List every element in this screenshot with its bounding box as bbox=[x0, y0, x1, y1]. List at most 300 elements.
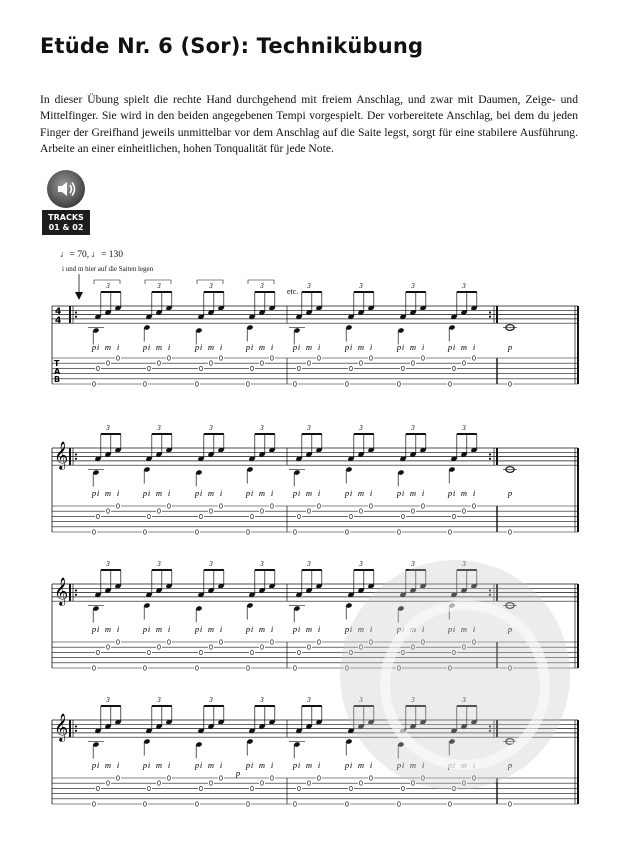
tab-number: 0 bbox=[96, 365, 100, 373]
tab-number: 0 bbox=[448, 529, 452, 537]
tab-number: 0 bbox=[297, 649, 301, 657]
tab-number: 0 bbox=[195, 381, 199, 389]
fingering-letter: i bbox=[317, 342, 321, 352]
fingering-letter: m bbox=[207, 488, 215, 498]
triplet-mark: 3 bbox=[157, 696, 161, 704]
repeat-dot bbox=[489, 316, 491, 318]
tab-number: 0 bbox=[157, 360, 161, 368]
triplet-mark: 3 bbox=[260, 424, 264, 432]
triplet-mark: 3 bbox=[209, 424, 213, 432]
fingering-letter: p bbox=[396, 624, 402, 634]
tab-number: 0 bbox=[359, 780, 363, 788]
fingering-letter: i bbox=[250, 342, 254, 352]
triplet-mark: 3 bbox=[462, 282, 466, 290]
tab-number: 0 bbox=[359, 360, 363, 368]
fingering-letter: p bbox=[194, 488, 200, 498]
fingering-letter: p bbox=[344, 624, 350, 634]
triplet-mark: 3 bbox=[307, 282, 311, 290]
track-label-line1: TRACKS bbox=[48, 213, 84, 222]
fingering-letter: m bbox=[409, 760, 417, 770]
fingering-letter: m bbox=[207, 624, 215, 634]
tab-number: 0 bbox=[317, 639, 321, 647]
tab-number: 0 bbox=[411, 360, 415, 368]
fingering-letter: i bbox=[369, 342, 373, 352]
fingering-letter-extra: p bbox=[235, 768, 241, 778]
fingering-letter: i bbox=[297, 760, 301, 770]
fingering-letter: i bbox=[297, 488, 301, 498]
fingering-letter: m bbox=[357, 624, 365, 634]
fingering-letter: m bbox=[357, 760, 365, 770]
tab-number: 0 bbox=[143, 801, 147, 809]
tab-number: 0 bbox=[219, 503, 223, 511]
tab-number: 0 bbox=[452, 785, 456, 793]
fingering-letter: i bbox=[147, 488, 151, 498]
tab-number: 0 bbox=[317, 503, 321, 511]
fingering-letter: m bbox=[258, 488, 266, 498]
fingering-letter: i bbox=[421, 760, 425, 770]
tab-number: 0 bbox=[260, 644, 264, 652]
tab-number: 0 bbox=[219, 775, 223, 783]
tab-number: 0 bbox=[349, 365, 353, 373]
tab-number: 0 bbox=[195, 529, 199, 537]
tab-number: 0 bbox=[397, 801, 401, 809]
fingering-letter: i bbox=[250, 624, 254, 634]
triplet-mark: 3 bbox=[359, 424, 363, 432]
tab-number: 0 bbox=[317, 355, 321, 363]
tab-number: 0 bbox=[369, 355, 373, 363]
fingering-letter: i bbox=[401, 760, 405, 770]
track-label-line2: 01 & 02 bbox=[48, 223, 84, 232]
triplet-mark: 3 bbox=[462, 696, 466, 704]
tab-clef-letter: B bbox=[54, 375, 61, 384]
tab-number: 0 bbox=[448, 801, 452, 809]
fingering-letter: i bbox=[421, 488, 425, 498]
fingering-letter: p bbox=[396, 342, 402, 352]
tab-number: 0 bbox=[96, 785, 100, 793]
fingering-letter: i bbox=[270, 760, 274, 770]
tab-number: 0 bbox=[421, 775, 425, 783]
fingering-letter: i bbox=[317, 624, 321, 634]
fingering-letter: p bbox=[292, 760, 298, 770]
triplet-mark: 3 bbox=[106, 424, 110, 432]
fingering-letter: p bbox=[245, 760, 251, 770]
tab-number: 0 bbox=[452, 513, 456, 521]
triplet-mark: 3 bbox=[411, 282, 415, 290]
tab-number: 0 bbox=[157, 508, 161, 516]
fingering-letter: p bbox=[396, 488, 402, 498]
fingering-letter: m bbox=[258, 760, 266, 770]
fingering-letter: p bbox=[344, 760, 350, 770]
tab-number: 0 bbox=[397, 381, 401, 389]
fingering-letter: i bbox=[369, 760, 373, 770]
tempo-note: i und m hier auf die Saiten legen bbox=[62, 265, 154, 273]
tab-number: 0 bbox=[293, 381, 297, 389]
tab-number: 0 bbox=[199, 785, 203, 793]
tab-number: 0 bbox=[96, 513, 100, 521]
tab-number: 0 bbox=[307, 360, 311, 368]
tab-number: 0 bbox=[307, 508, 311, 516]
triplet-mark: 3 bbox=[359, 560, 363, 568]
fingering-letter: i bbox=[199, 624, 203, 634]
triplet-mark: 3 bbox=[209, 696, 213, 704]
tab-number: 0 bbox=[246, 665, 250, 673]
tab-number: 0 bbox=[508, 381, 512, 389]
fingering-letter: p bbox=[245, 488, 251, 498]
fingering-letter: i bbox=[349, 342, 353, 352]
tab-number: 0 bbox=[167, 355, 171, 363]
fingering-letter: i bbox=[369, 624, 373, 634]
treble-clef: 𝄞 bbox=[54, 713, 69, 741]
fingering-letter: p bbox=[91, 342, 97, 352]
tab-number: 0 bbox=[246, 381, 250, 389]
fingering-letter: i bbox=[167, 488, 171, 498]
time-signature-bottom: 4 bbox=[55, 316, 62, 326]
fingering-letter: i bbox=[349, 624, 353, 634]
repeat-dot bbox=[489, 311, 491, 313]
repeat-dot bbox=[75, 458, 77, 460]
fingering-letter: i bbox=[96, 342, 100, 352]
tab-number: 0 bbox=[345, 381, 349, 389]
tab-number: 0 bbox=[401, 649, 405, 657]
tab-number: 0 bbox=[508, 801, 512, 809]
fingering-letter: m bbox=[305, 342, 313, 352]
tab-number: 0 bbox=[462, 644, 466, 652]
fingering-letter: i bbox=[167, 624, 171, 634]
fingering-letter: i bbox=[472, 488, 476, 498]
tab-number: 0 bbox=[167, 503, 171, 511]
page-title: Etüde Nr. 6 (Sor): Technikübung bbox=[40, 34, 424, 58]
fingering-letter: i bbox=[199, 488, 203, 498]
fingering-letter: p bbox=[447, 760, 453, 770]
fingering-letter: p bbox=[91, 488, 97, 498]
tab-number: 0 bbox=[195, 801, 199, 809]
triplet-mark: 3 bbox=[260, 696, 264, 704]
tab-number: 0 bbox=[411, 644, 415, 652]
fingering-letter: i bbox=[472, 760, 476, 770]
triplet-mark: 3 bbox=[106, 282, 110, 290]
tab-number: 0 bbox=[92, 801, 96, 809]
tab-number: 0 bbox=[508, 665, 512, 673]
tab-number: 0 bbox=[260, 508, 264, 516]
repeat-dot bbox=[75, 453, 77, 455]
tab-number: 0 bbox=[270, 639, 274, 647]
tab-number: 0 bbox=[147, 785, 151, 793]
fingering-letter: p bbox=[447, 488, 453, 498]
tab-number: 0 bbox=[345, 665, 349, 673]
fingering-letter: m bbox=[409, 342, 417, 352]
tab-number: 0 bbox=[143, 529, 147, 537]
tab-number: 0 bbox=[116, 503, 120, 511]
tab-number: 0 bbox=[219, 639, 223, 647]
repeat-dot bbox=[489, 453, 491, 455]
fingering-letter: p bbox=[507, 488, 513, 498]
tab-number: 0 bbox=[246, 529, 250, 537]
fingering-letter: i bbox=[401, 342, 405, 352]
fingering-letter: p bbox=[344, 488, 350, 498]
tab-number: 0 bbox=[448, 665, 452, 673]
tab-number: 0 bbox=[401, 785, 405, 793]
tab-number: 0 bbox=[199, 513, 203, 521]
tab-number: 0 bbox=[462, 508, 466, 516]
fingering-letter: i bbox=[452, 760, 456, 770]
fingering-letter: p bbox=[142, 342, 148, 352]
triplet-mark: 3 bbox=[307, 696, 311, 704]
tab-number: 0 bbox=[106, 508, 110, 516]
tab-number: 0 bbox=[345, 801, 349, 809]
tab-number: 0 bbox=[359, 644, 363, 652]
fingering-letter: m bbox=[305, 488, 313, 498]
tab-number: 0 bbox=[270, 775, 274, 783]
fingering-letter: p bbox=[507, 760, 513, 770]
tab-number: 0 bbox=[106, 644, 110, 652]
tab-number: 0 bbox=[199, 649, 203, 657]
repeat-dot bbox=[489, 458, 491, 460]
tab-number: 0 bbox=[397, 665, 401, 673]
fingering-letter: m bbox=[305, 624, 313, 634]
tab-number: 0 bbox=[143, 665, 147, 673]
fingering-letter: i bbox=[250, 760, 254, 770]
fingering-letter: i bbox=[317, 488, 321, 498]
tab-number: 0 bbox=[307, 644, 311, 652]
tab-number: 0 bbox=[293, 665, 297, 673]
fingering-letter: i bbox=[472, 624, 476, 634]
fingering-letter: p bbox=[194, 342, 200, 352]
fingering-letter: p bbox=[91, 624, 97, 634]
fingering-letter: p bbox=[245, 624, 251, 634]
tab-number: 0 bbox=[317, 775, 321, 783]
tab-number: 0 bbox=[397, 529, 401, 537]
tab-number: 0 bbox=[297, 785, 301, 793]
fingering-letter: i bbox=[270, 624, 274, 634]
fingering-letter: m bbox=[104, 342, 112, 352]
tempo-marking: ♩= 70, ♩= 130 bbox=[60, 250, 123, 260]
tab-number: 0 bbox=[293, 529, 297, 537]
triplet-mark: 3 bbox=[209, 282, 213, 290]
treble-clef: 𝄞 bbox=[54, 577, 69, 605]
triplet-mark: 3 bbox=[307, 560, 311, 568]
tab-number: 0 bbox=[116, 355, 120, 363]
tab-number: 0 bbox=[147, 365, 151, 373]
fingering-letter: m bbox=[207, 760, 215, 770]
fingering-letter: i bbox=[96, 624, 100, 634]
tab-number: 0 bbox=[448, 381, 452, 389]
tab-number: 0 bbox=[116, 775, 120, 783]
fingering-letter: m bbox=[155, 342, 163, 352]
repeat-dot bbox=[75, 725, 77, 727]
triplet-mark: 3 bbox=[359, 696, 363, 704]
tab-number: 0 bbox=[369, 503, 373, 511]
repeat-dot bbox=[75, 316, 77, 318]
tab-number: 0 bbox=[167, 639, 171, 647]
fingering-letter: p bbox=[245, 342, 251, 352]
tab-number: 0 bbox=[452, 365, 456, 373]
fingering-letter: p bbox=[447, 624, 453, 634]
tab-number: 0 bbox=[369, 775, 373, 783]
fingering-letter: m bbox=[409, 624, 417, 634]
tab-number: 0 bbox=[411, 508, 415, 516]
tab-number: 0 bbox=[297, 365, 301, 373]
tab-number: 0 bbox=[452, 649, 456, 657]
fingering-letter: m bbox=[258, 342, 266, 352]
repeat-dot bbox=[489, 594, 491, 596]
fingering-letter: p bbox=[396, 760, 402, 770]
fingering-letter: i bbox=[96, 488, 100, 498]
fingering-letter: m bbox=[104, 760, 112, 770]
triplet-mark: 3 bbox=[106, 696, 110, 704]
triplet-mark: 3 bbox=[359, 282, 363, 290]
tab-number: 0 bbox=[209, 508, 213, 516]
fingering-letter: p bbox=[292, 488, 298, 498]
repeat-dot bbox=[489, 589, 491, 591]
repeat-dot bbox=[75, 311, 77, 313]
fingering-letter: i bbox=[116, 624, 120, 634]
fingering-letter: i bbox=[147, 760, 151, 770]
fingering-letter: i bbox=[270, 342, 274, 352]
fingering-letter: i bbox=[116, 760, 120, 770]
repeat-dot bbox=[75, 589, 77, 591]
tab-number: 0 bbox=[96, 649, 100, 657]
fingering-letter: p bbox=[507, 624, 513, 634]
fingering-letter: i bbox=[219, 342, 223, 352]
fingering-letter: i bbox=[297, 342, 301, 352]
triplet-mark: 3 bbox=[260, 282, 264, 290]
tab-number: 0 bbox=[250, 649, 254, 657]
tab-number: 0 bbox=[349, 513, 353, 521]
fingering-letter: m bbox=[357, 488, 365, 498]
tab-clef-letter: T bbox=[54, 359, 60, 368]
tab-number: 0 bbox=[209, 780, 213, 788]
fingering-letter: m bbox=[409, 488, 417, 498]
tab-number: 0 bbox=[260, 360, 264, 368]
fingering-letter: p bbox=[344, 342, 350, 352]
repeat-dot bbox=[75, 730, 77, 732]
fingering-letter: m bbox=[155, 624, 163, 634]
fingering-letter: p bbox=[507, 342, 513, 352]
repeat-dot bbox=[489, 725, 491, 727]
tab-number: 0 bbox=[369, 639, 373, 647]
fingering-letter: i bbox=[219, 624, 223, 634]
triplet-mark: 3 bbox=[462, 560, 466, 568]
intro-paragraph: In dieser Übung spielt die rechte Hand durchgehend mit freiem Anschlag, und zwar mit Daumen, Zeige- und Mittelfinger. Sie wird in den beiden angegebenen Tempi vorgespielt. Der vorbereitete Anschlag, bei dem du jeden Finger der Greifhand jeweils unmittelbar vor dem Anschlag auf die Saite legst, sorgt für eine stabilere Ausführung. Arbeite an einer einheitlichen, hohen Tonqualität für jede Note. bbox=[40, 93, 578, 156]
fingering-letter: i bbox=[116, 488, 120, 498]
tab-number: 0 bbox=[401, 365, 405, 373]
tab-number: 0 bbox=[92, 665, 96, 673]
tab-number: 0 bbox=[157, 780, 161, 788]
fingering-letter: i bbox=[401, 624, 405, 634]
fingering-letter: p bbox=[91, 760, 97, 770]
fingering-letter: p bbox=[142, 624, 148, 634]
triplet-mark: 3 bbox=[260, 560, 264, 568]
fingering-letter: i bbox=[349, 488, 353, 498]
repeat-dot bbox=[75, 594, 77, 596]
repeat-dot bbox=[489, 730, 491, 732]
tab-clef-letter: A bbox=[54, 367, 61, 376]
triplet-mark: 3 bbox=[411, 696, 415, 704]
fingering-letter: p bbox=[194, 624, 200, 634]
tab-number: 0 bbox=[421, 503, 425, 511]
tab-number: 0 bbox=[270, 355, 274, 363]
fingering-letter: i bbox=[452, 488, 456, 498]
fingering-letter: p bbox=[292, 342, 298, 352]
etc-label: etc. bbox=[287, 287, 299, 296]
fingering-letter: m bbox=[258, 624, 266, 634]
triplet-mark: 3 bbox=[209, 560, 213, 568]
fingering-letter: i bbox=[421, 624, 425, 634]
tab-number: 0 bbox=[345, 529, 349, 537]
fingering-letter: i bbox=[472, 342, 476, 352]
fingering-letter: m bbox=[460, 624, 468, 634]
triplet-mark: 3 bbox=[157, 282, 161, 290]
tab-number: 0 bbox=[250, 513, 254, 521]
tab-number: 0 bbox=[209, 644, 213, 652]
fingering-letter: i bbox=[452, 624, 456, 634]
tab-number: 0 bbox=[260, 780, 264, 788]
triplet-mark: 3 bbox=[462, 424, 466, 432]
fingering-letter: m bbox=[305, 760, 313, 770]
fingering-letter: m bbox=[460, 342, 468, 352]
fingering-letter: i bbox=[349, 760, 353, 770]
fingering-letter: p bbox=[292, 624, 298, 634]
tab-number: 0 bbox=[246, 801, 250, 809]
fingering-letter: i bbox=[270, 488, 274, 498]
tab-number: 0 bbox=[147, 649, 151, 657]
tab-number: 0 bbox=[297, 513, 301, 521]
time-signature-top: 4 bbox=[55, 307, 62, 317]
tab-number: 0 bbox=[472, 775, 476, 783]
fingering-letter: i bbox=[369, 488, 373, 498]
fingering-letter: i bbox=[167, 760, 171, 770]
tab-number: 0 bbox=[421, 639, 425, 647]
fingering-letter: m bbox=[104, 624, 112, 634]
tab-number: 0 bbox=[106, 360, 110, 368]
tab-number: 0 bbox=[307, 780, 311, 788]
tab-number: 0 bbox=[508, 529, 512, 537]
fingering-letter: m bbox=[460, 760, 468, 770]
tab-number: 0 bbox=[157, 644, 161, 652]
fingering-letter: i bbox=[147, 624, 151, 634]
fingering-letter: i bbox=[199, 760, 203, 770]
tab-number: 0 bbox=[219, 355, 223, 363]
tab-number: 0 bbox=[92, 529, 96, 537]
tab-number: 0 bbox=[116, 639, 120, 647]
tab-number: 0 bbox=[349, 785, 353, 793]
fingering-letter: p bbox=[142, 488, 148, 498]
tab-number: 0 bbox=[199, 365, 203, 373]
tab-number: 0 bbox=[143, 381, 147, 389]
tab-number: 0 bbox=[270, 503, 274, 511]
fingering-letter: i bbox=[167, 342, 171, 352]
tab-number: 0 bbox=[92, 381, 96, 389]
fingering-letter: i bbox=[96, 760, 100, 770]
fingering-letter: i bbox=[421, 342, 425, 352]
fingering-letter: i bbox=[116, 342, 120, 352]
fingering-letter: i bbox=[199, 342, 203, 352]
tab-number: 0 bbox=[472, 503, 476, 511]
fingering-letter: m bbox=[460, 488, 468, 498]
fingering-letter: i bbox=[317, 760, 321, 770]
fingering-letter: i bbox=[452, 342, 456, 352]
tab-number: 0 bbox=[167, 775, 171, 783]
fingering-letter: m bbox=[155, 488, 163, 498]
triplet-mark: 3 bbox=[106, 560, 110, 568]
fingering-letter: i bbox=[250, 488, 254, 498]
fingering-letter: i bbox=[219, 760, 223, 770]
treble-clef: 𝄞 bbox=[54, 441, 69, 469]
fingering-letter: i bbox=[147, 342, 151, 352]
fingering-letter: m bbox=[207, 342, 215, 352]
tab-number: 0 bbox=[147, 513, 151, 521]
tab-number: 0 bbox=[411, 780, 415, 788]
